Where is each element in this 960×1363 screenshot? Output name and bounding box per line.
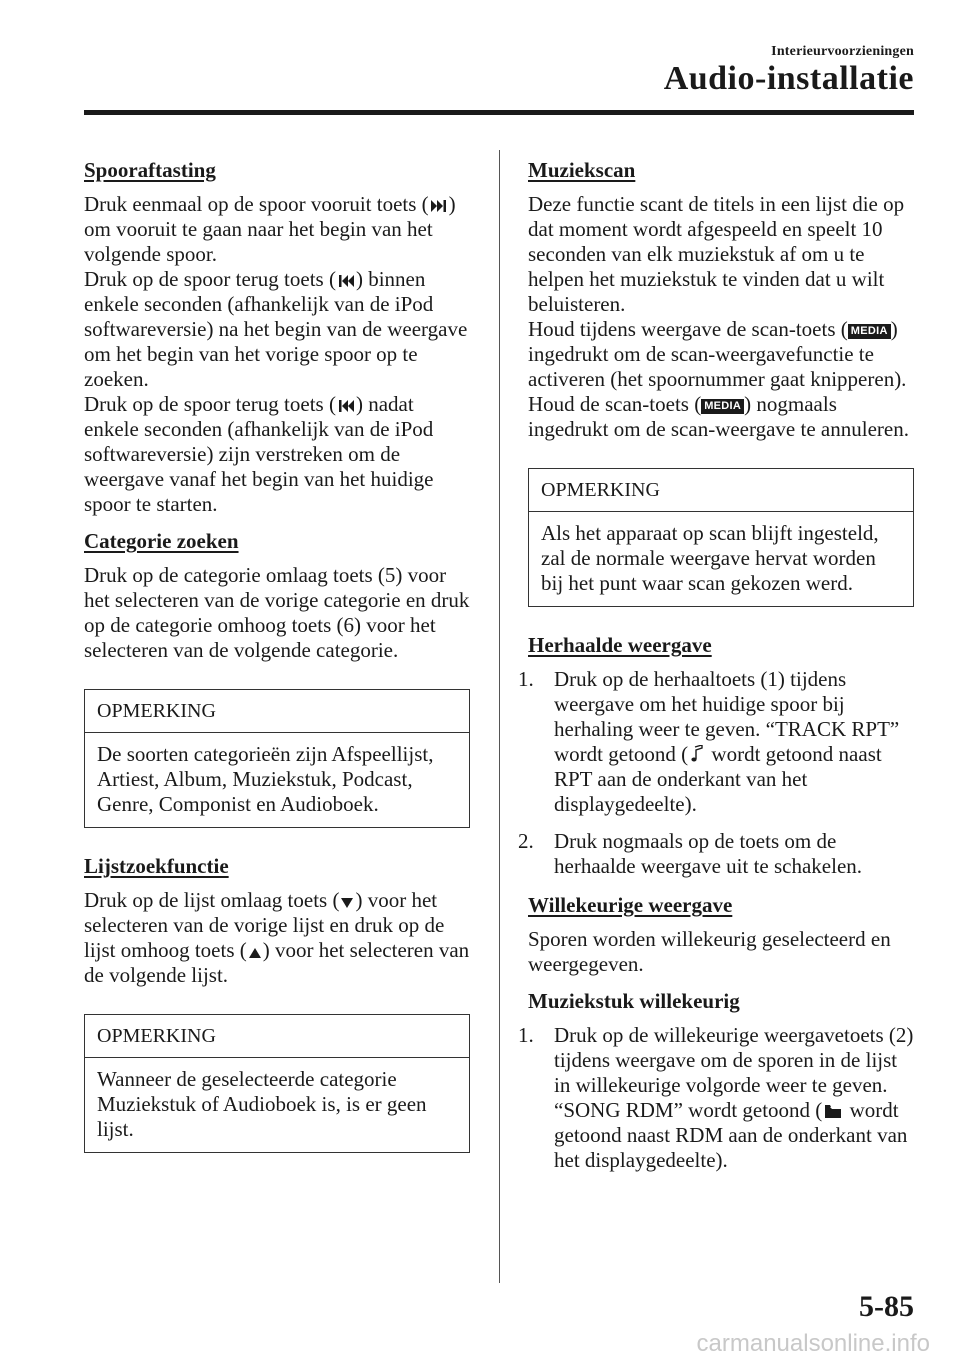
triangle-down-icon — [341, 897, 353, 909]
repeat-heading: Herhaalde weergave — [528, 633, 712, 657]
random-text: Sporen worden willekeurig geselecteerd en weergegeven. — [528, 927, 891, 976]
media-button-icon: MEDIA — [701, 399, 744, 414]
skip-forward-icon — [431, 199, 447, 213]
header-section: Interieurvoorzieningen — [771, 44, 914, 59]
note-body: De soorten categorieën zijn Afspeellijst, Artiest, Album, Muziekstuk, Podcast, Genre, Componist en Audioboek. — [97, 742, 434, 816]
list-search-heading: Lijstzoekfunctie — [84, 854, 229, 878]
song-random-heading: Muziekstuk willekeurig — [528, 989, 740, 1013]
list-item: 2. Druk nogmaals op de toets om de herhaalde weergave uit te schakelen. — [518, 829, 863, 878]
list-item: 1. Druk op de herhaaltoets (1) tijdens weergave om het huidige spoor bij herhaling weer te geven. “TRACK RPT” wordt getoond ( wordt getoond naast RPT aan de onderkant van het displaygedeelte). — [518, 667, 900, 816]
watermark: carmanualsonline.info — [696, 1330, 930, 1357]
track-skip-heading: Spooraftasting — [84, 158, 216, 182]
track-skip-back-text: Druk op de spoor terug toets ( ) binnen enkele seconden (afhankelijk van de iPod softwareversie) na het begin van de weergave om het begin van het vorige spoor op te zoeken. — [84, 267, 468, 391]
track-skip-forward-text: Druk eenmaal op de spoor vooruit toets ( ) om vooruit te gaan naar het begin van het volgende spoor. — [84, 192, 456, 266]
left-column — [84, 156, 470, 1177]
scan-instructions: Houd tijdens weergave de scan-toets ( MEDIA ) ingedrukt om de scan-weergavefunctie te activeren (het spoornummer gaat knipperen). Houd de scan-toets ( MEDIA ) nogmaals ingedrukt om de scan-weergave te annuleren. — [528, 317, 909, 441]
random-steps — [518, 1023, 914, 1173]
folder-icon — [824, 1104, 842, 1119]
media-button-icon: MEDIA — [848, 324, 891, 339]
page-number: 5-85 — [859, 1290, 914, 1323]
right-column — [518, 156, 914, 1185]
header-rule — [84, 110, 914, 115]
triangle-up-icon — [249, 947, 261, 959]
note-title: OPMERKING — [85, 1015, 469, 1058]
note-body: Als het apparaat op scan blijft ingesteld, zal de normale weergave hervat worden bij het punt waar scan gekozen werd. — [541, 521, 879, 595]
note-box — [84, 1014, 470, 1153]
note-title: OPMERKING — [85, 690, 469, 733]
page-title: Audio-installatie — [663, 60, 914, 97]
repeat-steps — [518, 667, 914, 879]
list-search-text: Druk op de lijst omlaag toets ( ) voor het selecteren van de vorige lijst en druk op de lijst omhoog toets ( ) voor het selecteren van de volgende lijst. — [84, 888, 470, 987]
category-text: Druk op de categorie omlaag toets (5) voor het selecteren van de vorige categorie en druk op de categorie omhoog toets (6) voor het selecteren van de volgende categorie. — [84, 563, 470, 662]
column-divider — [499, 150, 500, 1283]
music-note-icon — [690, 745, 704, 763]
random-heading: Willekeurige weergave — [528, 893, 733, 917]
note-title: OPMERKING — [529, 469, 913, 512]
scan-description: Deze functie scant de titels in een lijst die op dat moment wordt afgespeeld en speelt 10 seconden van elk muziekstuk af om u te helpen het muziekstuk te vinden dat u wilt beluisteren. — [528, 192, 905, 316]
skip-back-icon — [338, 274, 354, 288]
category-heading: Categorie zoeken — [84, 529, 239, 553]
scan-heading: Muziekscan — [528, 158, 636, 182]
note-body: Wanneer de geselecteerde categorie Muziekstuk of Audioboek is, is er geen lijst. — [97, 1067, 427, 1141]
list-item: 1. Druk op de willekeurige weergavetoets (2) tijdens weergave om de sporen in de lijst in willekeurige volgorde weer te geven. “SONG RDM” wordt getoond ( wordt getoond naast RDM aan de onderkant van het displaygedeelte). — [518, 1023, 914, 1172]
note-box — [528, 468, 914, 607]
track-restart-text: Druk op de spoor terug toets ( ) nadat enkele seconden (afhankelijk van de iPod softwareversie) zijn verstreken om de weergave vanaf het begin van het huidige spoor te starten. — [84, 392, 434, 516]
note-box — [84, 689, 470, 828]
skip-back-icon — [338, 399, 354, 413]
